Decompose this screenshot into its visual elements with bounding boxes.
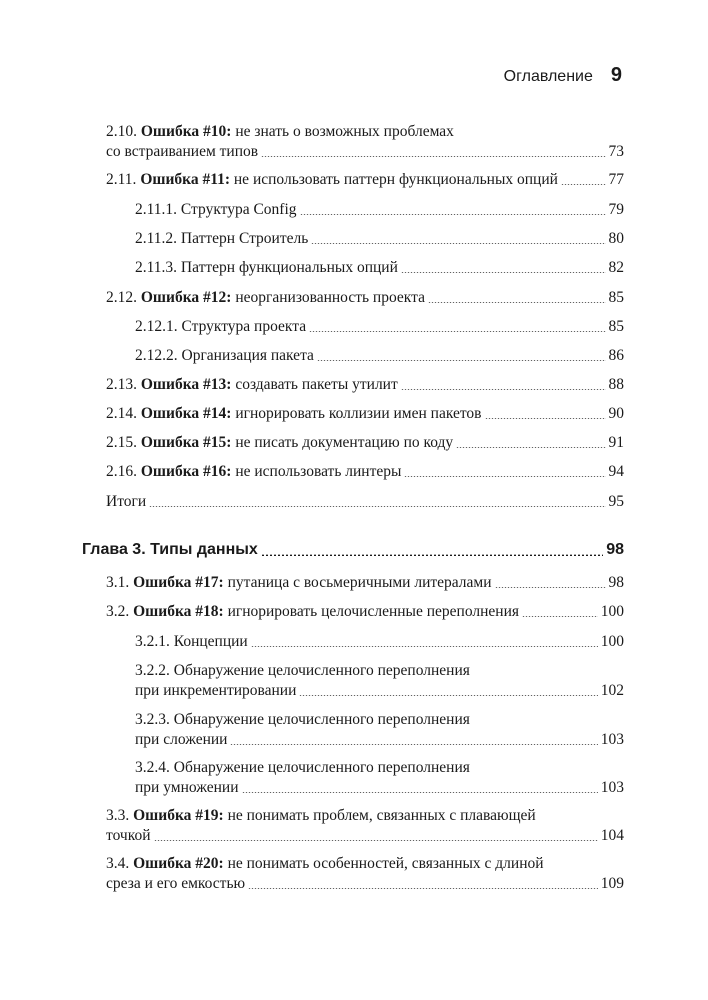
entry-number: 3.3. [106,807,130,824]
leader-dots [317,360,606,361]
toc-entry-2-12-2[interactable] [106,346,624,366]
entry-title-line1: не знать о возможных проблемах [231,123,454,140]
page-ref: 98 [606,541,624,558]
page-ref: 100 [600,633,624,650]
page-ref: 73 [608,143,624,160]
leader-dots [401,389,606,390]
leader-dots [428,302,606,303]
leader-dots [149,506,605,507]
leader-dots [311,243,605,244]
running-head-title: Оглавление [503,68,593,85]
entry-title: 2.11.3. Паттерн функциональных опций [135,259,398,276]
leader-dots [299,695,597,696]
toc-entry-2-15[interactable] [106,433,624,453]
entry-title: игнорировать целочисленные переполнения [223,603,519,620]
entry-title: не писать документацию по коду [231,434,454,451]
entry-title-line1: 3.2.3. Обнаружение целочисленного переполнения [135,711,470,728]
leader-dots [404,476,605,477]
toc-entry-summary[interactable] [106,492,624,512]
leader-dots [242,792,598,793]
page-ref: 100 [600,603,624,620]
leader-dots [456,447,605,448]
leader-dots [261,156,605,157]
entry-number: 3.4. [106,855,130,872]
mistake-label: Ошибка #17: [133,574,224,591]
leader-dots [401,272,606,273]
page-ref: 94 [608,463,624,480]
mistake-label: Ошибка #15: [140,434,232,451]
leader-dots [522,616,598,617]
page-ref: 86 [608,347,624,364]
mistake-label: Ошибка #11: [140,171,231,188]
entry-title: создавать пакеты утилит [231,376,398,393]
toc-entry-3-4[interactable] [106,854,624,894]
entry-title-line1: не понимать особенностей, связанных с длиной [223,855,544,872]
entry-title-line1: не понимать проблем, связанных с плавающей [223,807,536,824]
toc-entry-2-10[interactable] [106,122,624,162]
entry-number: 3.2. [106,603,130,620]
entry-number: 2.10. [106,123,137,140]
toc-entry-2-11-1[interactable] [106,200,624,220]
page-ref: 79 [608,201,624,218]
entry-title-line2: со встраиванием типов [106,143,259,160]
toc-entry-2-11-2[interactable] [106,229,624,249]
entry-title: 2.11.1. Структура Config [135,201,297,218]
toc-chapter-3[interactable] [82,540,624,560]
page-ref: 88 [608,376,624,393]
leader-dots [261,554,603,556]
entry-title: путаница с восьмеричными литералами [223,574,492,591]
page-ref: 77 [608,171,624,188]
leader-dots [309,331,605,332]
mistake-label: Ошибка #10: [140,123,232,140]
toc-entry-3-2-3[interactable] [106,710,624,750]
entry-title-line1: 3.2.2. Обнаружение целочисленного переполнения [135,662,470,679]
entry-title-line2: при инкрементировании [135,682,297,699]
entry-title: 2.12.2. Организация пакета [135,347,314,364]
mistake-label: Ошибка #20: [133,855,224,872]
leader-dots [495,587,606,588]
page-ref: 82 [608,259,624,276]
entry-title-line2: при умножении [135,779,239,796]
page-ref: 85 [608,289,624,306]
mistake-label: Ошибка #18: [133,603,224,620]
page-ref: 91 [608,434,624,451]
page-ref: 103 [600,731,624,748]
toc-entry-2-14[interactable] [106,404,624,424]
leader-dots [485,418,606,419]
entry-number: 2.15. [106,434,137,451]
toc-entry-2-11[interactable] [106,170,624,190]
entry-title: неорганизованность проекта [231,289,425,306]
page-number: 9 [610,64,622,86]
page-ref: 103 [600,779,624,796]
leader-dots [230,744,597,745]
toc-entry-2-13[interactable] [106,375,624,395]
entry-number: 2.11. [106,171,137,188]
toc-entry-3-2-4[interactable] [106,758,624,798]
leader-dots [248,888,598,889]
toc-entry-2-12[interactable] [106,288,624,308]
leader-dots [154,840,598,841]
page-ref: 102 [600,682,624,699]
entry-title: не использовать линтеры [231,463,402,480]
toc-entry-3-2-2[interactable] [106,661,624,701]
running-head [504,64,622,87]
chapter-title: Глава 3. Типы данных [82,541,258,558]
mistake-label: Ошибка #16: [140,463,232,480]
entry-title-line1: 3.2.4. Обнаружение целочисленного переполнения [135,759,470,776]
page-ref: 104 [600,827,624,844]
entry-title-line2: при сложении [135,731,228,748]
toc-entry-3-2[interactable] [106,602,624,622]
entry-title: игнорировать коллизии имен пакетов [231,405,482,422]
toc-entry-3-1[interactable] [106,573,624,593]
page-ref: 95 [608,493,624,510]
entry-title-line2: точкой [106,827,151,844]
entry-number: 2.12. [106,289,137,306]
leader-dots [300,214,606,215]
entry-number: 2.16. [106,463,137,480]
toc-entry-2-12-1[interactable] [106,317,624,337]
page-ref: 80 [608,230,624,247]
entry-title: 2.12.1. Структура проекта [135,318,307,335]
toc-entry-2-11-3[interactable] [106,258,624,278]
leader-dots [561,184,606,185]
entry-number: 2.14. [106,405,137,422]
page-ref: 109 [600,875,624,892]
page-ref: 85 [608,318,624,335]
entry-title: не использовать паттерн функциональных опций [230,171,558,188]
toc-entry-3-2-1[interactable] [106,632,624,652]
page-ref: 90 [608,405,624,422]
entry-number: 3.1. [106,574,130,591]
leader-dots [251,646,598,647]
mistake-label: Ошибка #13: [140,376,232,393]
mistake-label: Ошибка #12: [140,289,232,306]
toc-entry-3-3[interactable] [106,806,624,846]
entry-title: Итоги [106,493,147,510]
entry-number: 2.13. [106,376,137,393]
mistake-label: Ошибка #14: [140,405,232,422]
entry-title: 3.2.1. Концепции [135,633,248,650]
page-ref: 98 [608,574,624,591]
entry-title: 2.11.2. Паттерн Строитель [135,230,309,247]
toc-entry-2-16[interactable] [106,462,624,482]
entry-title-line2: среза и его емкостью [106,875,246,892]
mistake-label: Ошибка #19: [133,807,224,824]
